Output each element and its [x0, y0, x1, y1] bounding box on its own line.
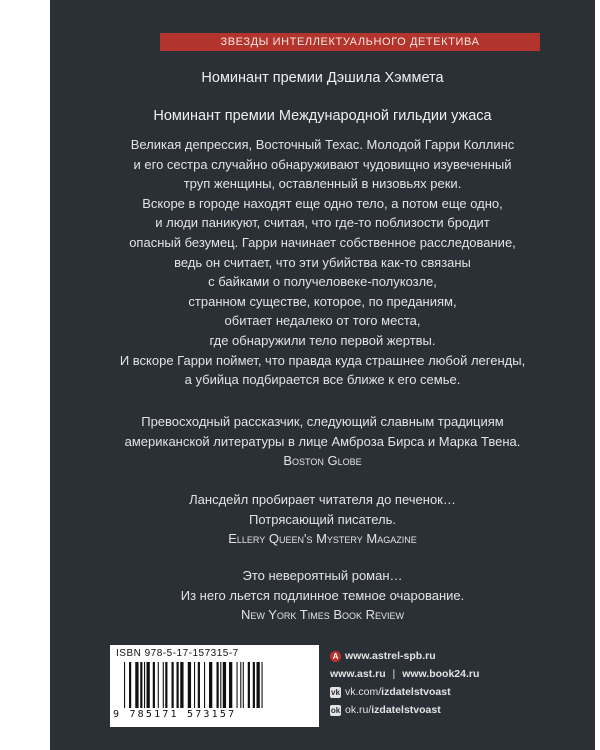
quote-line: Потрясающий писатель. [249, 511, 396, 527]
series-banner: ЗВЕЗДЫ ИНТЕЛЛЕКТУАЛЬНОГО ДЕТЕКТИВА [160, 33, 540, 51]
synopsis-line: Великая депрессия, Восточный Техас. Молодой Гарри Коллинс [130, 137, 515, 152]
site-link[interactable]: www.astrel-spb.ru [345, 650, 436, 662]
book24-link[interactable]: www.book24.ru [402, 668, 480, 680]
link-row-site [330, 647, 530, 665]
synopsis-line: и люди паникуют, считая, что где-то поблизости бродит [155, 215, 490, 231]
quote-line: Лансдейл пробирает читателя до печенок… [189, 492, 456, 507]
synopsis-line: обитает недалеко от того места, [224, 313, 421, 329]
review-quote-boston [60, 412, 585, 471]
synopsis-line: с байками о получеловеке-полукозле, [208, 274, 437, 290]
publisher-logo-icon: А [330, 651, 341, 662]
link-row-sites [330, 665, 530, 683]
synopsis-line: Вскоре в городе находят еще одно тело, а потом еще одно, [142, 195, 503, 211]
link-row-ok [330, 701, 530, 719]
quote-line: Из него льется подлинное темное очарование. [180, 587, 465, 603]
link-row-vk [330, 683, 530, 701]
synopsis-line: опасный безумец. Гарри начинает собственное расследование, [129, 234, 516, 250]
quote-line: Это невероятный роман… [242, 568, 403, 583]
quote-source: New York Times Book Review [240, 607, 405, 622]
synopsis-line: странном существе, которое, по преданиям, [188, 293, 457, 309]
back-cover [50, 0, 595, 750]
quote-source: Ellery Queen's Mystery Magazine [228, 531, 417, 546]
synopsis-line: И вскоре Гарри поймет, что правда куда страшнее любой легенды, [119, 352, 526, 368]
link-separator: | [389, 668, 399, 680]
synopsis-line: где обнаружили тело первой жертвы. [209, 332, 436, 348]
synopsis-line: ведь он считает, что эти убийства как-то связаны [174, 254, 471, 270]
synopsis-line: труп женщины, оставленный в низовьях реки. [183, 176, 462, 192]
synopsis [60, 135, 585, 390]
ast-link[interactable]: www.ast.ru [330, 668, 386, 680]
ok-handle: izdatelstvoast [371, 704, 441, 716]
quote-line: американской литературы в лице Амброза Бирса и Марка Твена. [124, 433, 521, 449]
ok-link[interactable] [345, 701, 441, 719]
quote-source: Boston Globe [283, 453, 362, 468]
nomination-horror-guild: Номинант премии Международной гильдии ужаса [153, 108, 492, 124]
barcode-box [110, 645, 319, 727]
review-quote-ellery [60, 490, 585, 549]
quote-line: Превосходный рассказчик, следующий славным традициям [141, 414, 504, 429]
review-quote-nyt [60, 566, 585, 625]
ok-icon: ok [330, 705, 341, 715]
publisher-links [330, 647, 530, 719]
vk-handle: izdatelstvoast [381, 686, 451, 698]
vk-icon: vk [331, 687, 340, 697]
ean-digits: 9 785171 573157 [113, 709, 237, 720]
synopsis-line: а убийца подбирается все ближе к его семье. [184, 372, 461, 388]
nomination-hammett: Номинант премии Дэшила Хэммета [201, 70, 444, 86]
synopsis-line: и его сестра случайно обнаруживают чудовищно изувеченный [133, 156, 512, 172]
vk-prefix: vk.com/ [345, 686, 382, 698]
barcode-image [122, 662, 312, 708]
vk-link[interactable] [345, 683, 451, 701]
isbn-label: ISBN 978-5-17-157315-7 [116, 648, 239, 659]
ok-prefix: ok.ru/ [345, 704, 372, 716]
